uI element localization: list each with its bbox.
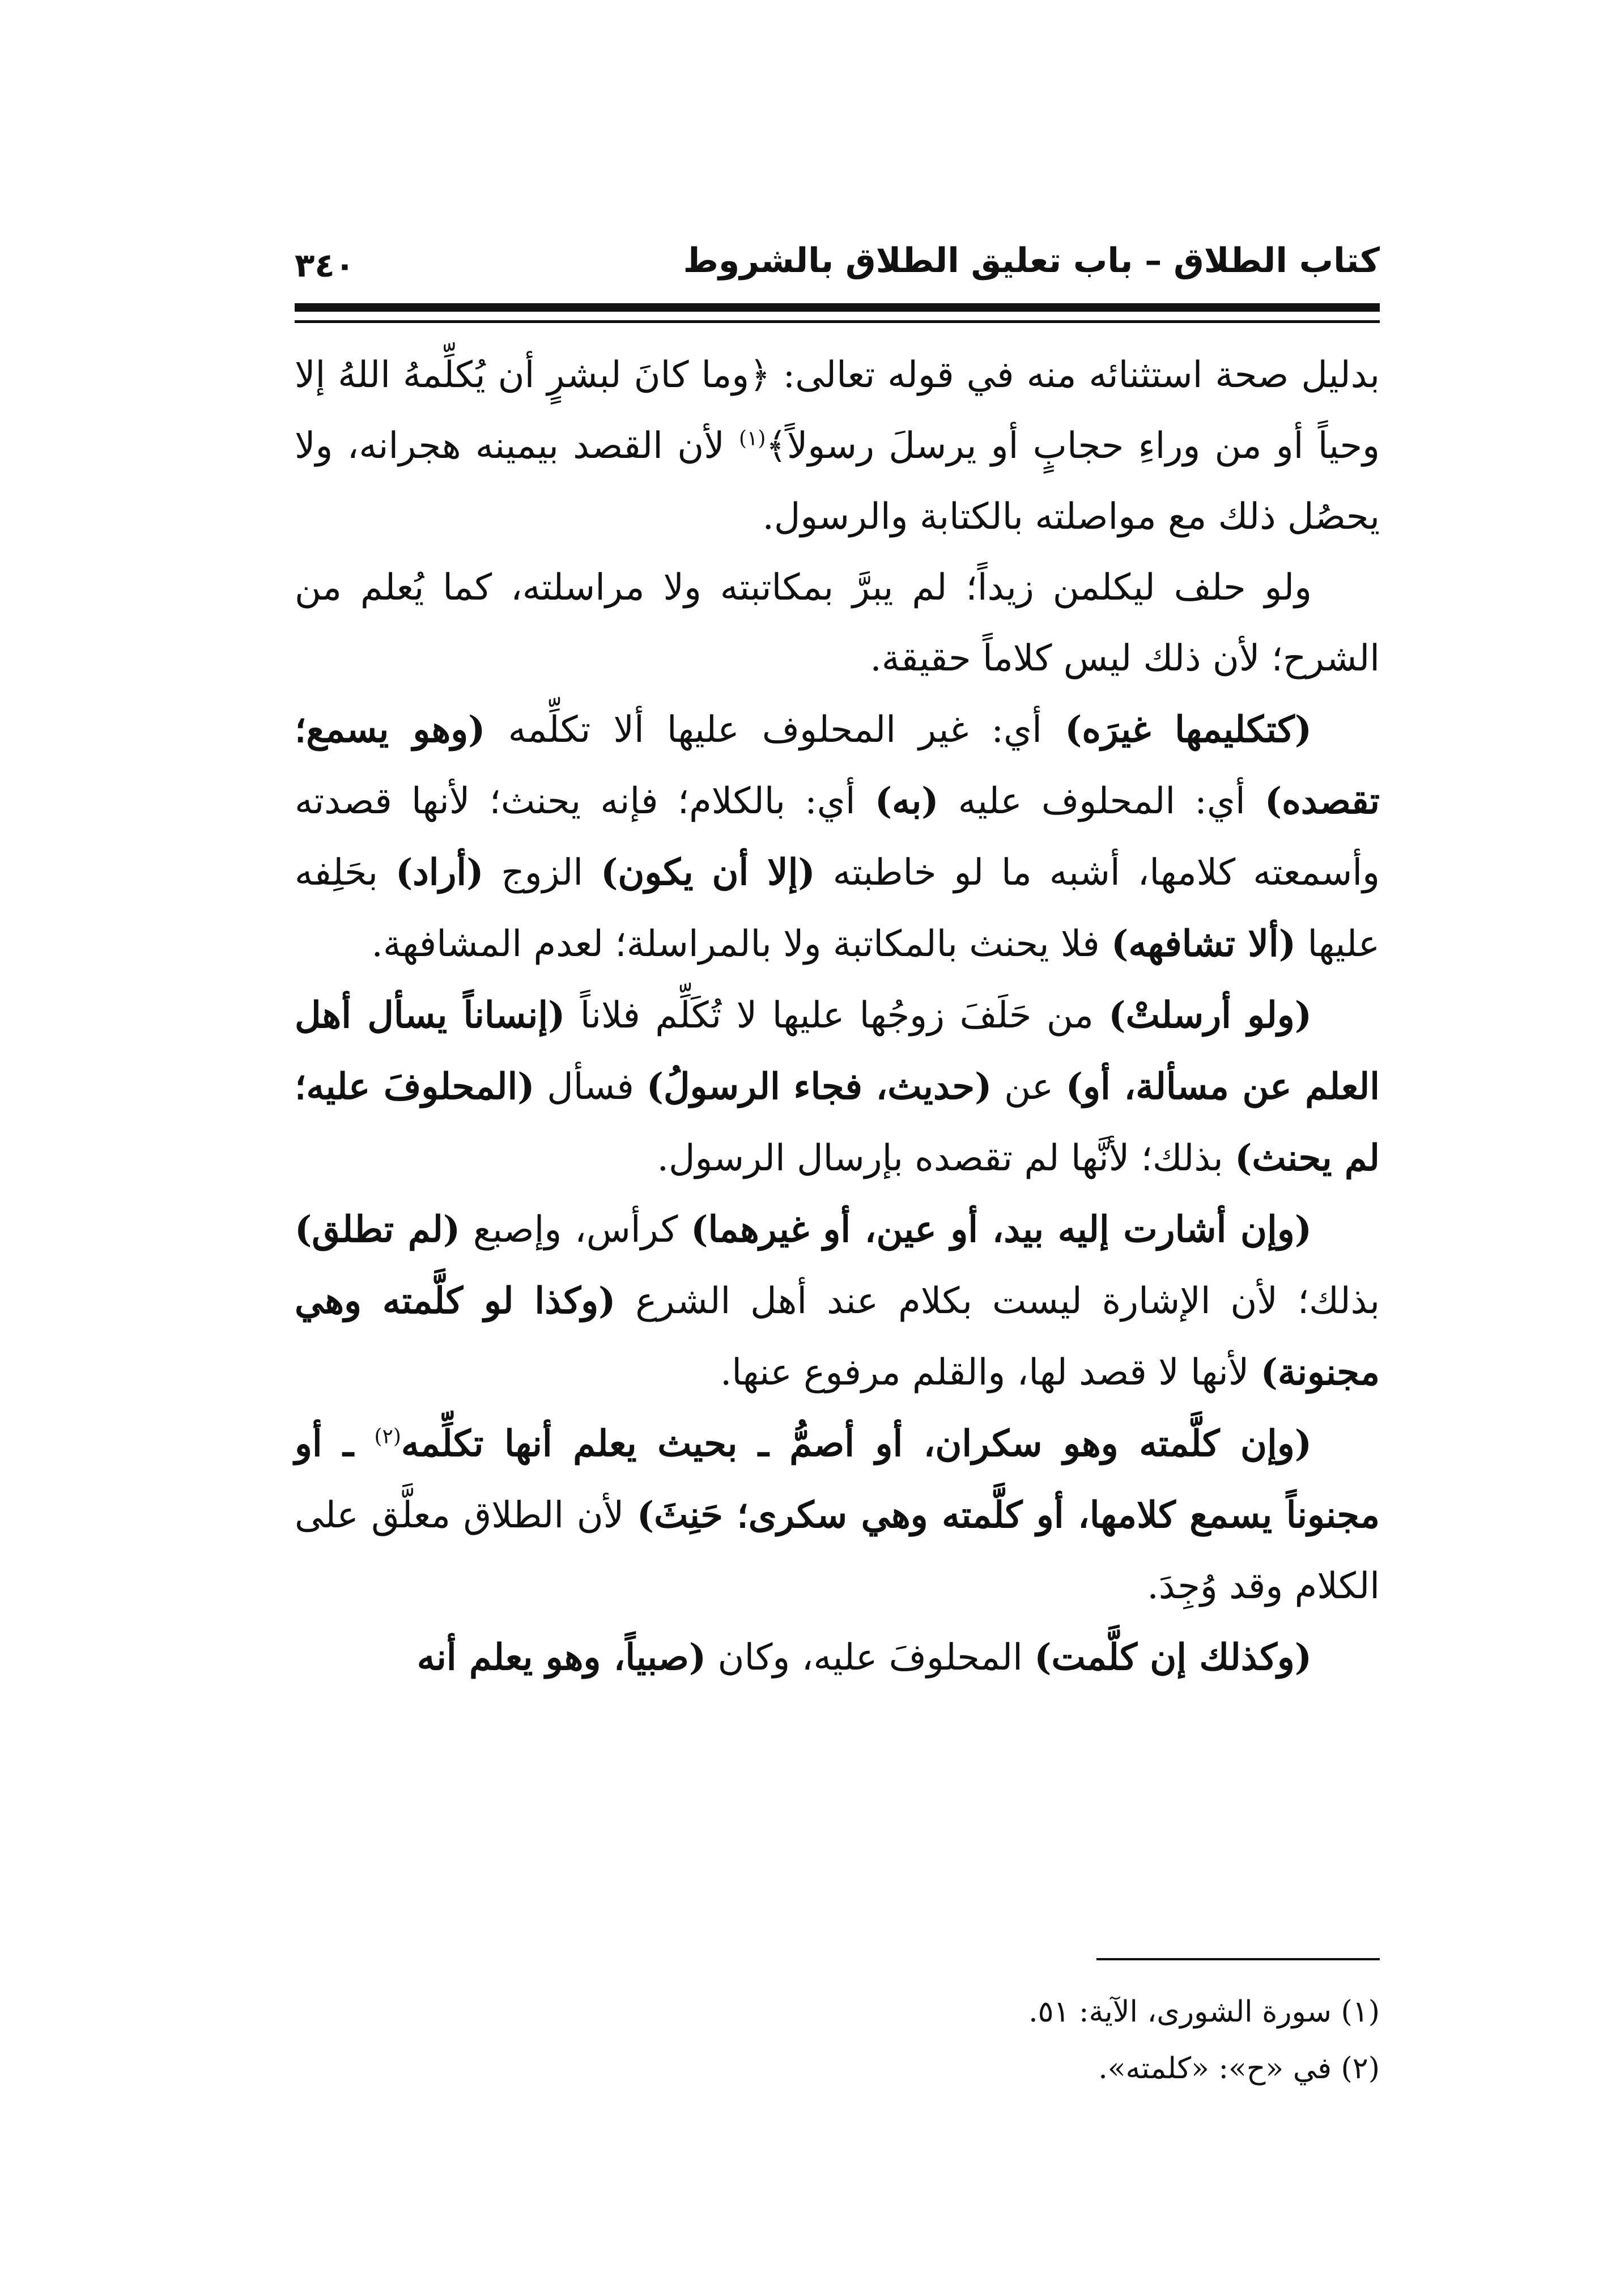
sharh-text: أي: المحلوف عليه — [938, 780, 1265, 822]
paragraph-7 — [295, 1622, 1380, 1693]
matn-text: ـ أو مجنوناً يسمع كلامها، أو كلَّمته وهي سكرى؛ حَنِثَ) — [295, 1422, 1380, 1536]
sharh-text: أي: غير المحلوف عليها ألا تكلِّمه — [485, 709, 1065, 751]
matn-text: (إنساناً يسأل أهل العلم عن مسألة، أو) — [295, 994, 1380, 1108]
main-text — [295, 340, 1380, 1693]
sharh-text: فسأل — [534, 1066, 647, 1108]
paragraph-3 — [295, 694, 1380, 980]
matn-text: (وهو يسمع؛ تقصده) — [295, 708, 1380, 822]
sharh-text: بحَلِفه عليها — [295, 852, 1380, 965]
paragraph-6 — [295, 1408, 1380, 1622]
footnotes — [295, 1984, 1380, 2097]
paragraph-2: ولو حلف ليكلمن زيداً؛ لم يبرَّ بمكاتبته ولا مراسلته، كما يُعلم من الشرح؛ لأن ذلك ليس كلاماً حقيقة. — [295, 567, 1380, 680]
matn-text: (وكذلك إن كلَّمت) — [1034, 1636, 1312, 1679]
sharh-text: الزوج — [483, 852, 601, 894]
footnote-1: (١) سورة الشورى، الآية: ٥١. — [1028, 1995, 1380, 2029]
page-header — [295, 227, 1380, 289]
header-rule-thick — [295, 303, 1380, 312]
paragraph-5 — [295, 1194, 1380, 1408]
sharh-text: بذلك؛ لأنَّها لم تقصده بإرسال الرسول. — [657, 1137, 1235, 1179]
sharh-text: أي: بالكلام؛ فإنه يحنث؛ لأنها قصدته وأسمعته كلامها، أشبه ما لو خاطبته — [295, 780, 1380, 894]
matn-text: (به) — [874, 780, 939, 822]
sharh-text: المحلوفَ عليه، وكان — [706, 1637, 1035, 1679]
sharh-text: عن — [992, 1066, 1066, 1108]
sharh-text: فلا يحنث بالمكاتبة ولا بالمراسلة؛ لعدم المشافهة. — [371, 923, 1112, 965]
footnote-ref-2: (٢) — [374, 1425, 401, 1449]
footnote-separator — [1096, 1958, 1380, 1960]
footnote-ref-1: (١) — [738, 427, 766, 451]
matn-text: (وإن كلَّمته وهو سكران، أو أصمُّ ـ بحيث يعلم أنها تكلِّمه — [401, 1422, 1312, 1465]
matn-text: (كتكليمها غيرَه) — [1065, 708, 1312, 751]
matn-text: (ألا تشافهه) — [1111, 923, 1296, 965]
matn-text: (المحلوفَ عليه؛ لم يحنث) — [295, 1065, 1380, 1179]
paragraph-1-rest: لأن القصد بيمينه هجرانه، ولا يحصُل ذلك مع مواصلته بالكتابة والرسول. — [295, 425, 1380, 538]
sharh-text: بذلك؛ لأن الإشارة ليست بكلام عند أهل الشرع — [615, 1280, 1380, 1322]
paragraph-4 — [295, 980, 1380, 1194]
matn-text: (إلا أن يكون) — [601, 851, 815, 894]
footnote-2: (٢) في «ح»: «كلمته». — [1098, 2052, 1380, 2086]
page-number: ٣٤٠ — [295, 246, 355, 284]
sharh-text: لأن الطلاق معلَّق على الكلام وقد وُجِدَ. — [295, 1494, 1380, 1607]
matn-text: (ولو أرسلتْ) — [1108, 994, 1312, 1037]
matn-text: (وكذا لو كلَّمته وهي مجنونة) — [295, 1280, 1380, 1394]
matn-text: (وإن أشارت إليه بيد، أو عين، أو غيرهما) — [691, 1208, 1312, 1251]
matn-text: (حديث، فجاء الرسولُ) — [646, 1065, 992, 1108]
matn-text: (لم تطلق) — [295, 1208, 461, 1251]
sharh-text: من حَلَفَ زوجُها عليها لا تُكَلِّم فلاناً — [565, 995, 1109, 1037]
sharh-text: لأنها لا قصد لها، والقلم مرفوع عنها. — [720, 1352, 1261, 1394]
matn-text: (صبياً، وهو يعلم أنه — [416, 1636, 707, 1679]
matn-text: (أراد) — [395, 851, 484, 894]
quran-quote: بدليل صحة استثنائه منه في قوله تعالى: ﴿وما كانَ لبشرٍ أن يُكلِّمهُ اللهُ إلا وحياً أو من وراءِ حجابٍ أو يرسلَ رسولاً﴾ — [295, 354, 1380, 467]
running-title: كتاب الطلاق – باب تعليق الطلاق بالشروط — [683, 241, 1380, 281]
sharh-text: كرأس، وإصبع — [460, 1209, 691, 1251]
header-rule-thin — [295, 320, 1380, 323]
paragraph-1 — [295, 340, 1380, 553]
